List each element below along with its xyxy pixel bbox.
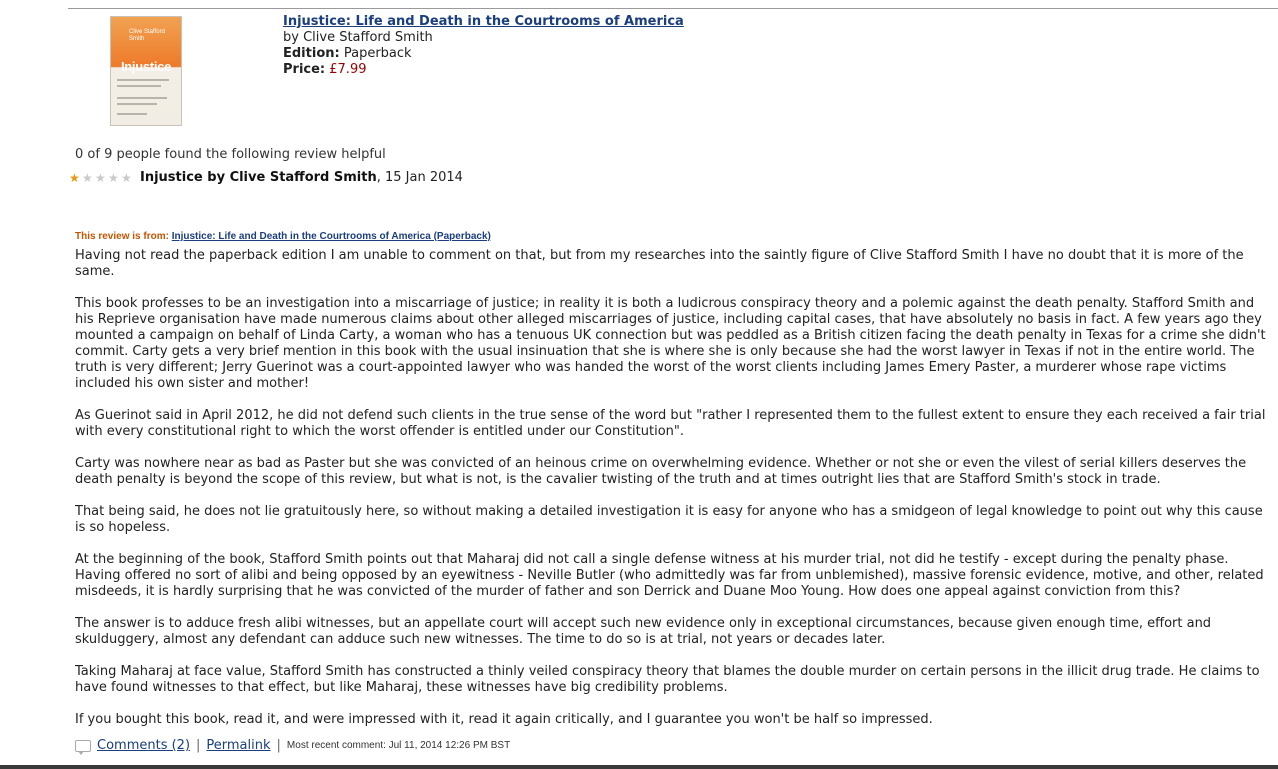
review-paragraph: The answer is to adduce fresh alibi witnesses, but an appellate court will accept such new evidence only in exceptional circumstances, because given enough time, effort and skulduggery, almost any defendant can adduce such new witnesses. The time to do so is at trial, not years or decades later. [75, 616, 1212, 647]
price-label: Price: [283, 62, 326, 77]
review-paragraph: As Guerinot said in April 2012, he did not defend such clients in the true sense of the word but "rather I represented them to the fullest extent to ensure they each received a fair trial with every constitutional right to which the worst offender is entitled under our Constitution". [75, 408, 1266, 439]
comments-link[interactable]: Comments (2) [97, 738, 191, 753]
comment-icon[interactable] [75, 740, 91, 752]
review-paragraph: This book professes to be an investigation into a miscarriage of justice; in reality it is both a ludicrous conspiracy theory and a polemic against the death penalty. Stafford Smith and his Reprieve organisation have made numerous claims about other alleged miscarriages of justice, including capital cases, that have absolutely no basis in fact. A few years ago they mounted a campaign on behalf of Linda Carty, a woman who has a tenuous UK connection but was peddled as a British citizen facing the death penalty in Texas for a crime she didn't commit. Carty gets a very brief mention in this book with the usual insinuation that she is where she is only because she had the worst lawyer in Texas if not in the entire world. The truth is very different; Jerry Guerinot was a court-appointed lawyer who was handed the worst of the worst clients including James Emery Paster, a murderer whose rape victims included his own sister and mother! [75, 296, 1266, 391]
star-empty-icon: ★ [95, 170, 106, 185]
star-empty-icon: ★ [121, 170, 132, 185]
review-paragraph: That being said, he does not lie gratuitously here, so without making a detailed investigation it is easy for anyone who has a smidgeon of legal knowledge to point out why this cause is so hopeless. [75, 504, 1263, 535]
edition-label: Edition: [283, 46, 340, 61]
star-empty-icon: ★ [82, 170, 93, 185]
cover-text-line [117, 97, 167, 99]
review-paragraph: Having not read the paperback edition I am unable to comment on that, but from my researches into the saintly figure of Clive Stafford Smith I have no doubt that it is more of the same. [75, 248, 1244, 279]
product-byline: by Clive Stafford Smith [283, 30, 433, 45]
review-paragraph: Taking Maharaj at face value, Stafford Smith has constructed a thinly veiled conspiracy theory that blames the double murder on certain persons in the illicit drug trade. He claims to have found witnesses to that effect, but like Maharaj, these witnesses have big credibility problems. [75, 664, 1260, 695]
review-paragraph: If you bought this book, read it, and were impressed with it, read it again critically, and I guarantee you won't be half so impressed. [75, 712, 933, 727]
star-empty-icon: ★ [108, 170, 119, 185]
review-footer [75, 738, 510, 753]
footer-separator: | [276, 738, 281, 753]
permalink-link[interactable]: Permalink [206, 738, 271, 753]
bottom-bar [0, 765, 1278, 769]
star-rating [69, 172, 134, 184]
product-info [283, 14, 684, 78]
cover-author: Clive Stafford Smith [129, 29, 165, 42]
product-edition [283, 46, 684, 62]
edition-value: Paperback [343, 46, 412, 61]
top-divider [68, 8, 1278, 9]
review-date: , 15 Jan 2014 [376, 170, 463, 185]
cover-text-line [117, 85, 161, 87]
review-source-label: This review is from: [75, 231, 169, 242]
star-filled-icon: ★ [69, 170, 80, 185]
product-title-link[interactable]: Injustice: Life and Death in the Courtrooms of America [283, 14, 684, 29]
review-source [75, 231, 491, 242]
cover-text-line [117, 113, 147, 115]
helpful-votes-text: 0 of 9 people found the following review helpful [75, 147, 386, 162]
review-paragraph: Carty was nowhere near as bad as Paster but she was convicted of an heinous crime on overwhelming evidence. Whether or not she or even the vilest of serial killers deserves the death penalty is beyond the scope of this review, but what is not, is the cavalier twisting of the truth and at times outright lies that are Stafford Smith's stock in trade. [75, 456, 1247, 487]
price-value: £7.99 [329, 62, 367, 77]
cover-title: Injustice [120, 59, 172, 74]
cover-text-line [117, 79, 169, 81]
footer-separator: | [196, 738, 201, 753]
book-cover-image[interactable] [110, 16, 182, 126]
review-paragraph: At the beginning of the book, Stafford Smith points out that Maharaj did not call a single defense witness at his murder trial, not did he testify - except during the penalty phase. Having offered no sort of alibi and being opposed by an eyewitness - Neville Butler (who admittedly was far from unblemished), massive forensic evidence, motive, and other, related misdeeds, it is hardly surprising that he was convicted of the murder of father and son Derrick and Duane Moo Young. How does one appeal against conviction from this? [75, 552, 1264, 599]
review-title: Injustice by Clive Stafford Smith [140, 170, 377, 185]
review-source-link[interactable]: Injustice: Life and Death in the Courtrooms of America (Paperback) [171, 231, 491, 242]
review-header [69, 170, 463, 185]
product-price [283, 62, 684, 78]
most-recent-comment: Most recent comment: Jul 11, 2014 12:26 PM BST [286, 740, 511, 751]
cover-text-line [117, 103, 157, 105]
review-body [75, 248, 1275, 744]
